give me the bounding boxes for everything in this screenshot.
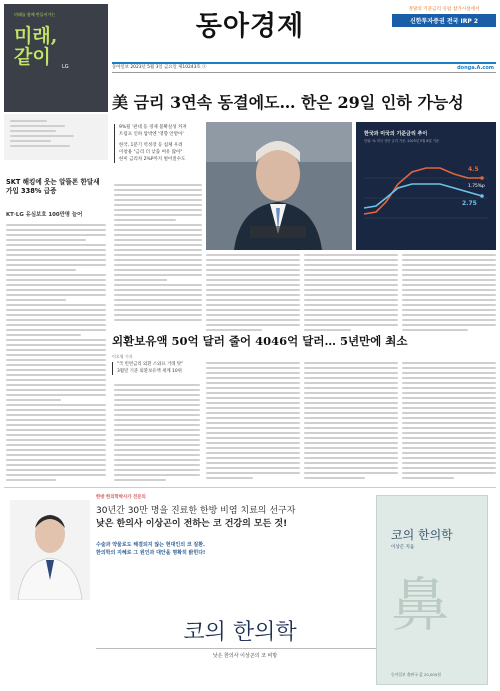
promo-left-big-1: 미래, — [14, 25, 58, 47]
book-cover-publisher: 동아일보 출판국 값 20,000원 — [391, 672, 441, 677]
promo-left-big — [14, 26, 57, 68]
main-col1-body — [114, 184, 202, 324]
deck-line: 3월말 기준 외환보유액 세계 10위 — [117, 368, 182, 374]
ad-mid-1: 수술과 약물로도 해결되지 않는 현대인의 코 질환. — [96, 542, 205, 548]
promo-right-line1: 정말의 기준금리 유럽 참가시설에서 — [408, 7, 480, 12]
deck-line: 한미 금리차 2%P까지 벌어질수도 — [119, 157, 186, 162]
site-link[interactable]: donga.A.com — [457, 65, 494, 71]
book-cover[interactable] — [376, 495, 488, 685]
left-column-body — [6, 224, 106, 484]
left-story-headline: SKT 해킹에 웃는 알뜰폰 한달새 가입 338% 급증 — [6, 178, 100, 195]
main-col2-body — [206, 254, 300, 334]
issue-info-bar — [112, 62, 496, 73]
main-photo — [206, 122, 352, 250]
masthead-title: 동아경제 — [195, 11, 305, 42]
main-col4-body — [402, 254, 496, 334]
second-headline: 외환보유액 50억 달러 줄어 4046억 달러… 5년만에 최소 — [112, 334, 408, 348]
main-col3-body — [304, 254, 398, 334]
deck-line: 이창용 "금리 더 낮출 여유 많아" — [119, 150, 183, 155]
ad-headline-2: 낮은 한의사 이상곤이 전하는 코 건강의 모든 것! — [96, 519, 288, 529]
issue-line: 동아일보 2023년 5월 3일 금요일 제10243호 ⓐ — [112, 65, 207, 70]
second-byline: 이오영 기자 — [112, 354, 133, 359]
ad-mid-2: 한의학의 지혜로 그 원인과 대안을 명확히 밝힌다! — [96, 550, 206, 556]
promo-right-line2: 신한투자증권 전국 IRP 2 — [392, 14, 496, 27]
deck-line: "국 빈번금리 외환 스와프 거래 탓" — [117, 362, 184, 367]
chart-kr-label: 2.75 — [462, 200, 477, 207]
book-cover-glyph: 鼻 — [391, 571, 450, 639]
ad-kicker: 한방 한의학박사가 전문의 — [96, 495, 146, 500]
ad-headline-1: 30년간 30만 명을 진료한 한방 비염 치료의 선구자 — [96, 506, 296, 516]
deck-line: 9%될 '관대 등 경제 불확실성 커져 — [119, 125, 187, 130]
ad-headline — [96, 505, 376, 531]
second-deck — [112, 362, 203, 375]
second-col3-body — [304, 362, 398, 482]
ad-footer: 낮은 한의사 이상곤의 코 비방 — [212, 653, 278, 659]
promo-left-top: 미래를 함께 만들어가는 — [14, 12, 56, 17]
chart-legend: 단위: % 미국 상단 금리 기준. 2025년 5월 8일 기준 — [364, 139, 440, 143]
rate-chart — [356, 122, 496, 250]
ad-book-title: 코의 한의학 — [183, 620, 297, 645]
left-story-subhead: KT·LG 유심보호 100만명 늘어 — [6, 212, 83, 218]
ad-divider — [96, 648, 376, 649]
author-portrait — [10, 500, 90, 600]
second-col4-body — [402, 362, 496, 482]
ad-mid-copy — [96, 541, 356, 557]
main-deck — [114, 124, 207, 163]
second-col2-body — [206, 362, 300, 482]
chart-gap-label: 1.75%p — [468, 184, 485, 189]
book-cover-author: 이상곤 지음 — [391, 545, 415, 550]
chart-title: 한국과 미국의 기준금리 추이 — [364, 131, 428, 137]
index-box — [4, 114, 108, 160]
promo-left-big-2: 같이 — [14, 46, 51, 68]
promo-left-ad[interactable] — [4, 4, 108, 112]
book-cover-title: 코의 한의학 — [391, 528, 453, 542]
promo-right-ad[interactable] — [392, 6, 496, 34]
chart-us-label: 4.5 — [468, 166, 479, 173]
deck-line: 한국, 1분기 역성장 등 침체 우려 — [119, 143, 183, 148]
deck-line: 트럼프 인하 압박엔 '영향 안받아' — [119, 132, 184, 137]
main-headline: 美 금리 3연속 동결에도… 한은 29일 인하 가능성 — [112, 93, 464, 112]
second-col1-body — [114, 384, 200, 484]
lg-logo: LG — [62, 64, 69, 70]
